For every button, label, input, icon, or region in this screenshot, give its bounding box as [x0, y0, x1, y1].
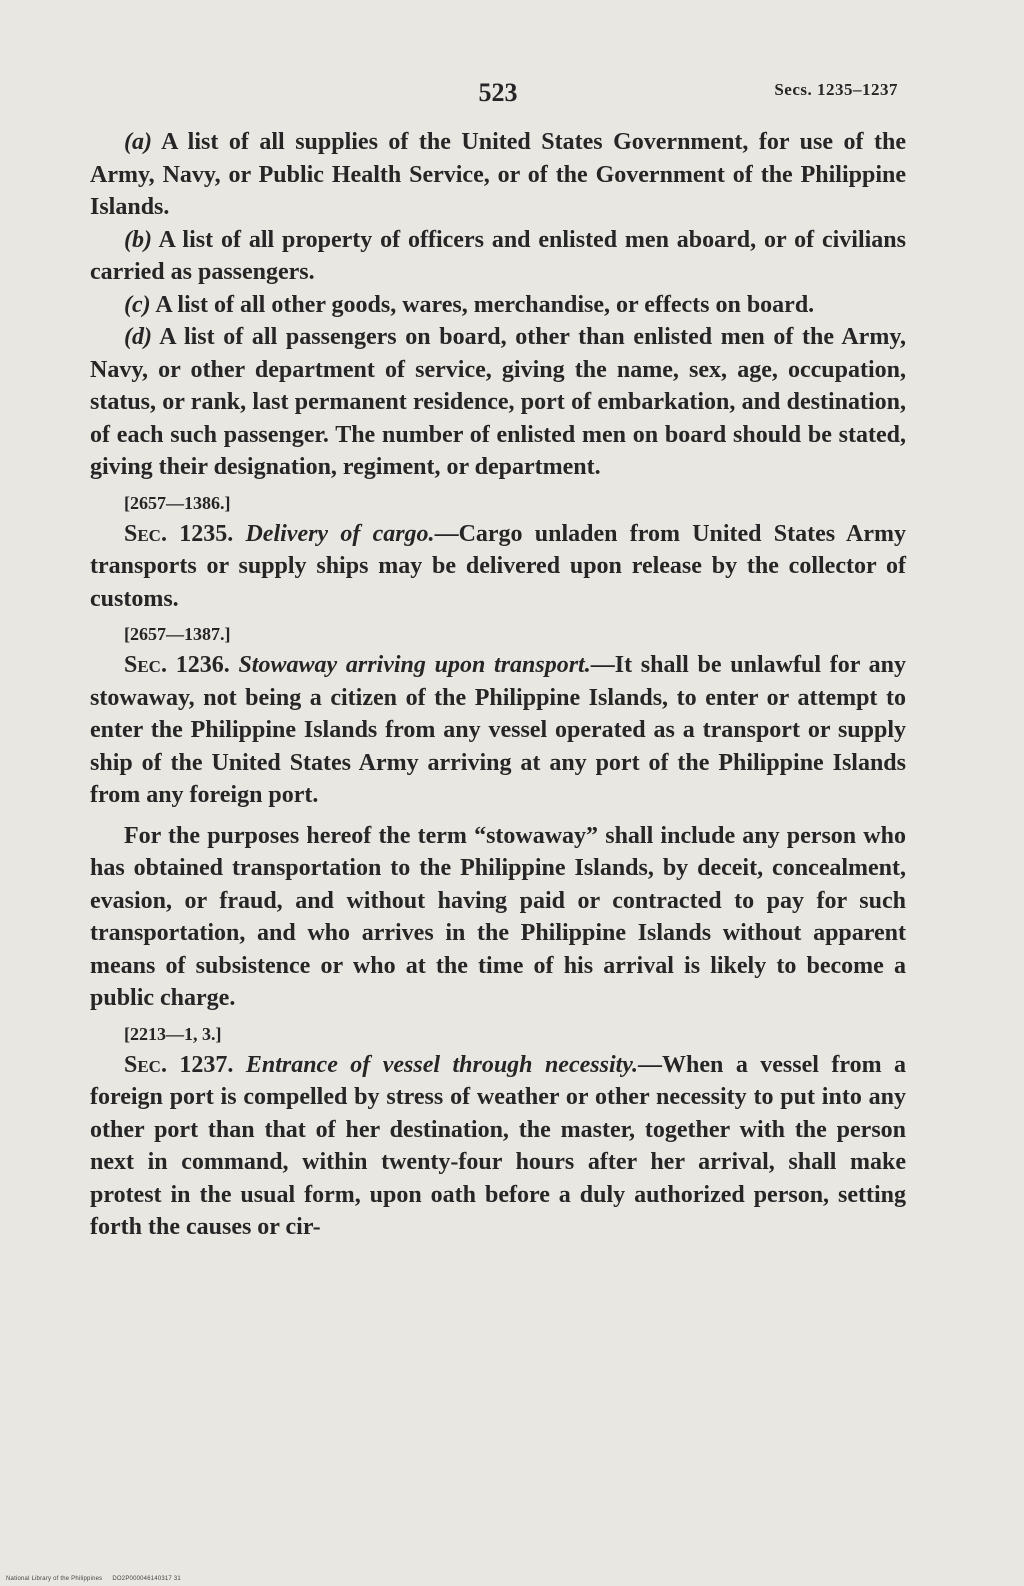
section-1236 [90, 649, 906, 812]
footer-library: National Library of the Philippines [6, 1576, 103, 1582]
section-body-1236: —It shall be unlawful for any stowaway, not being a citizen of the Philippine Islands, to enter or attempt to enter the Philippine Islands from any vessel operated as a transport or supply ship of the United States Army arriving at any port of the Philippine Islands from any foreign port. [90, 652, 907, 808]
section-label-1235: Sec. 1235. [124, 520, 234, 547]
list-text-b: A list of all property of officers and enlisted men aboard, or of civilians carried as passengers. [90, 226, 906, 285]
page-header [90, 78, 906, 126]
section-range: Secs. 1235–1237 [774, 80, 898, 99]
list-marker-b: (b) [124, 226, 152, 253]
section-1235 [90, 518, 906, 616]
scan-footer [6, 1576, 181, 1582]
page-body [90, 78, 906, 1518]
list-text-a: A list of all supplies of the United States Government, for use of the Army, Navy, or Public Health Service, or of the Government of the Philippine Islands. [90, 129, 906, 220]
list-text-c: A list of all other goods, wares, merchandise, or effects on board. [150, 291, 815, 318]
section-title-1237: Entrance of vessel through necessity. [245, 1051, 639, 1078]
section-body-1237: —When a vessel from a foreign port is compelled by stress of weather or other necessity to put into any other port than that of her destination, the master, together with the person next in command, within twenty-four hours after her arrival, shall make protest in the usual form, upon oath before a duly authorized person, setting forth the causes or cir- [90, 1051, 906, 1240]
section-1236-definition: For the purposes hereof the term “stowaway” shall include any person who has obtained transportation to the Philippine Islands, by deceit, concealment, evasion, or fraud, and without having paid or contracted to pay for such transportation, and who arrives in the Philippine Islands without apparent means of subsistence or who at the time of his arrival is likely to become a public charge. [90, 822, 906, 1011]
list-marker-d: (d) [124, 324, 152, 350]
page-number: 523 [478, 78, 518, 107]
section-1237 [90, 1049, 906, 1244]
list-marker-a: (a) [124, 129, 152, 155]
list-item-c [90, 289, 906, 322]
list-item-b [90, 224, 906, 289]
section-title-1235: Delivery of cargo. [245, 520, 435, 547]
list-item-d [90, 321, 906, 484]
page-content [90, 126, 906, 1244]
citation-1235: [2657—1386.] [124, 492, 231, 513]
list-item-a [90, 126, 906, 224]
section-label-1236: Sec. 1236. [124, 652, 230, 678]
section-title-1236: Stowaway arriving upon transport. [238, 652, 591, 678]
section-body-1235: —Cargo unladen from United States Army transports or supply ships may be delivered upon release by the collector of customs. [90, 520, 907, 612]
section-label-1237: Sec. 1237. [124, 1051, 234, 1078]
list-marker-c: (c) [124, 291, 151, 318]
footer-identifier: DO2P000046140317 31 [112, 1576, 181, 1582]
citation-1237: [2213—1, 3.] [124, 1023, 222, 1044]
list-text-d: A list of all passengers on board, other than enlisted men of the Army, Navy, or other department of service, giving the name, sex, age, occupation, status, or rank, last permanent residence, port of embarkation, and destination, of each such passenger. The number of enlisted men on board should be stated, giving their designation, regiment, or department. [90, 324, 906, 480]
citation-1236: [2657—1387.] [124, 624, 231, 644]
